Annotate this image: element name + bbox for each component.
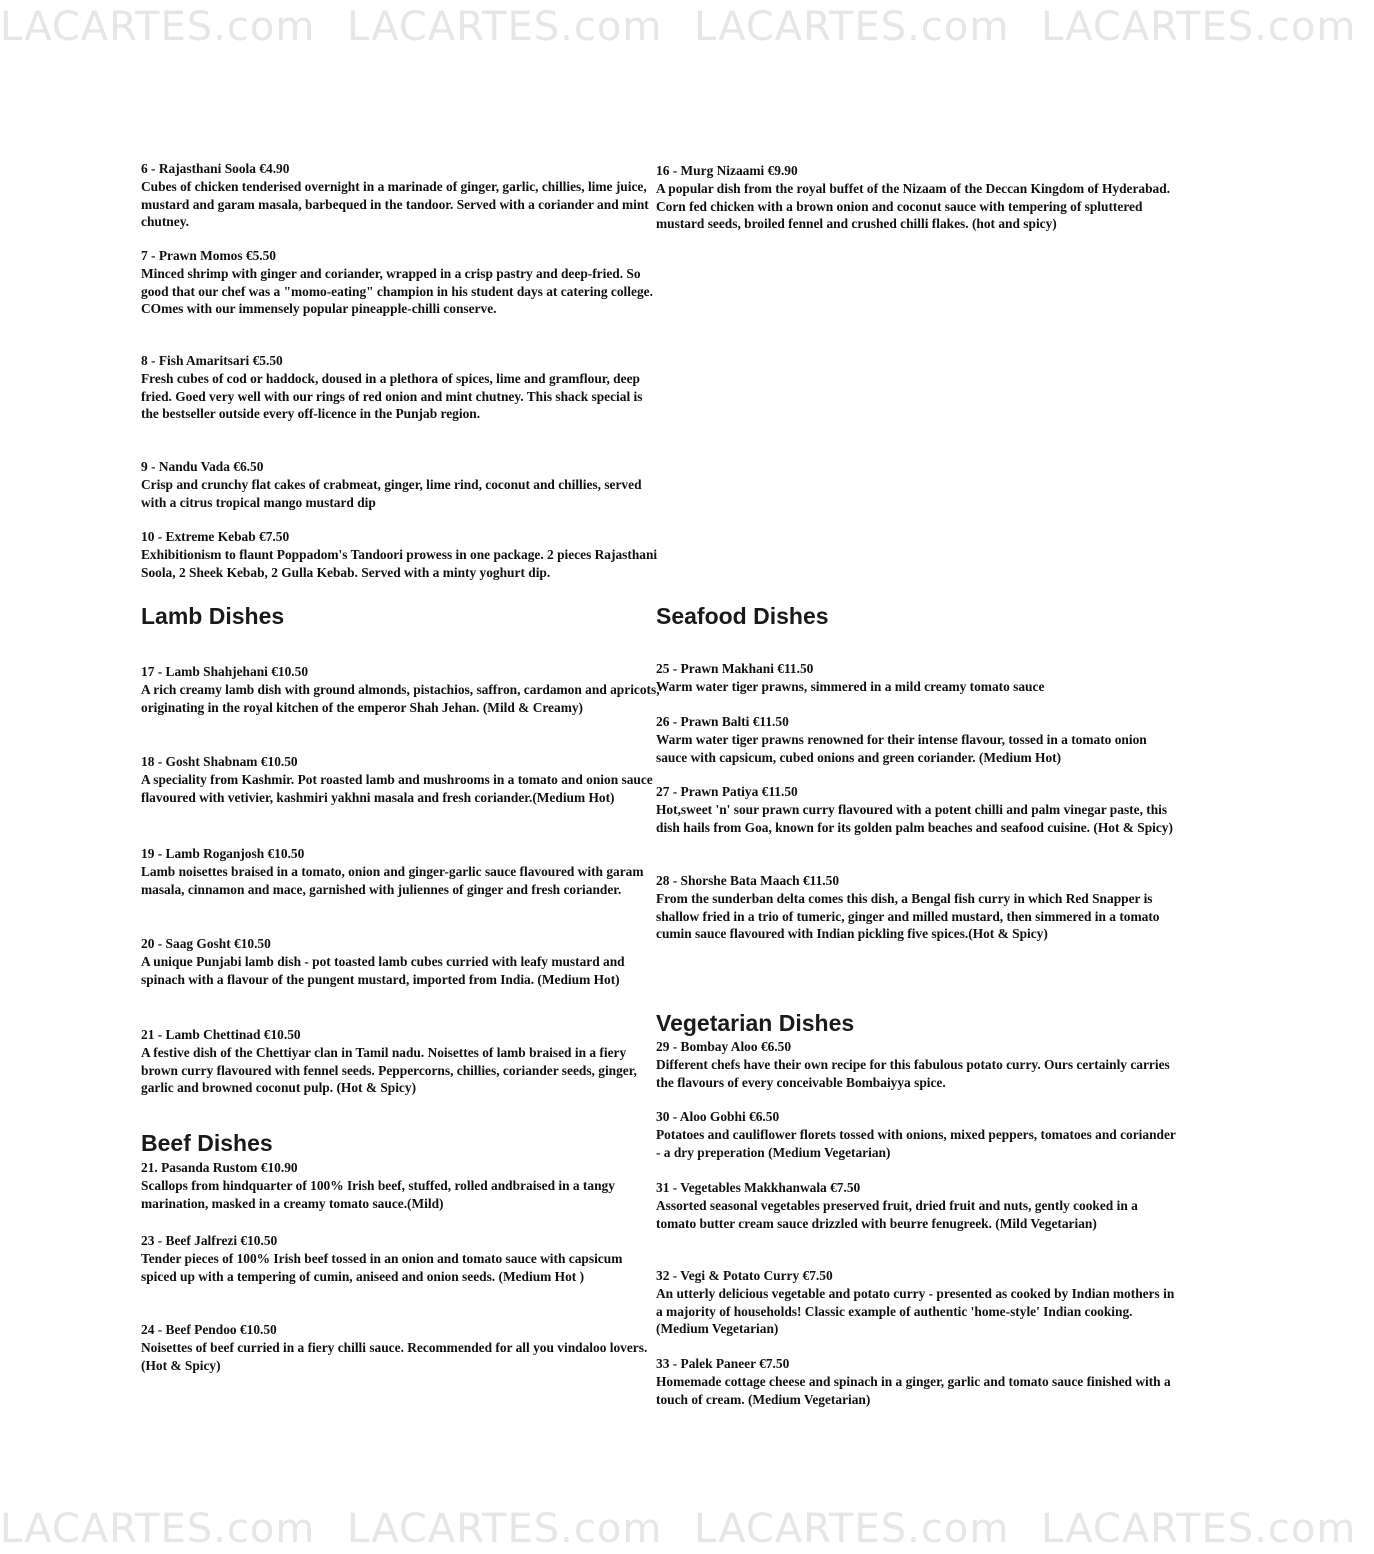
watermark-text: LACARTES.com bbox=[694, 4, 1010, 50]
item-title: 28 - Shorshe Bata Maach €11.50 bbox=[656, 873, 840, 888]
item-description: A festive dish of the Chettiyar clan in Tamil nadu. Noisettes of lamb braised in a fiery brown curry flavoured with fennel seeds. Peppercorns, chillies, coriander seeds, ginger, garlic and browned coconut pulp. (Hot & Spicy) bbox=[141, 1044, 637, 1096]
section-heading-beef: Beef Dishes bbox=[141, 1130, 273, 1156]
item-title: 25 - Prawn Makhani €11.50 bbox=[656, 661, 814, 676]
menu-item-beef-pendoo bbox=[141, 1321, 661, 1374]
item-description: Noisettes of beef curried in a fiery chilli sauce. Recommended for all you vindaloo lovers. (Hot & Spicy) bbox=[141, 1339, 648, 1373]
watermark-text: LACARTES.com bbox=[0, 4, 316, 50]
item-title: 21. Pasanda Rustom €10.90 bbox=[141, 1160, 298, 1175]
item-description: Cubes of chicken tenderised overnight in a marinade of ginger, garlic, chillies, lime juice, mustard and garam masala, barbequed in the tandoor. Served with a coriander and mint chutney. bbox=[141, 178, 649, 230]
watermark-text: LACARTES.com bbox=[694, 1506, 1010, 1552]
watermark-text: LACARTES.com bbox=[1041, 4, 1357, 50]
item-description: Warm water tiger prawns, simmered in a mild creamy tomato sauce bbox=[656, 678, 1045, 694]
item-description: Hot,sweet 'n' sour prawn curry flavoured with a potent chilli and palm vinegar paste, this dish hails from Goa, known for its golden palm beaches and seafood cuisine. (Hot & Spicy) bbox=[656, 801, 1173, 835]
item-title: 8 - Fish Amaritsari €5.50 bbox=[141, 353, 283, 368]
item-description: An utterly delicious vegetable and potato curry - presented as cooked by Indian mothers in a majority of households! Classic example of authentic 'home-style' Indian cooking. (Medium Vegetarian) bbox=[656, 1285, 1175, 1337]
section-heading-lamb: Lamb Dishes bbox=[141, 603, 285, 629]
item-description: Different chefs have their own recipe for this fabulous potato curry. Ours certainly carries the flavours of every conceivable Bombaiyya spice. bbox=[656, 1056, 1170, 1090]
item-title: 33 - Palek Paneer €7.50 bbox=[656, 1356, 790, 1371]
item-title: 16 - Murg Nizaami €9.90 bbox=[656, 163, 798, 178]
menu-item-saag-gosht bbox=[141, 935, 661, 988]
menu-item-aloo-gobhi bbox=[656, 1108, 1176, 1161]
item-description: A popular dish from the royal buffet of the Nizaam of the Deccan Kingdom of Hyderabad. Corn fed chicken with a brown onion and coconut sauce with tempering of spluttered mustard seeds, broiled fennel and crushed chilli flakes. (hot and spicy) bbox=[656, 180, 1171, 232]
menu-item-palek-paneer bbox=[656, 1355, 1176, 1408]
item-title: 7 - Prawn Momos €5.50 bbox=[141, 248, 277, 263]
menu-item-lamb-roganjosh bbox=[141, 845, 661, 898]
item-description: Homemade cottage cheese and spinach in a ginger, garlic and tomato sauce finished with a touch of cream. (Medium Vegetarian) bbox=[656, 1373, 1171, 1407]
item-title: 6 - Rajasthani Soola €4.90 bbox=[141, 161, 290, 176]
menu-item-prawn-makhani bbox=[656, 660, 1176, 696]
menu-item-shorshe-bata-maach bbox=[656, 872, 1176, 943]
item-title: 9 - Nandu Vada €6.50 bbox=[141, 459, 264, 474]
item-title: 17 - Lamb Shahjehani €10.50 bbox=[141, 664, 309, 679]
item-title: 10 - Extreme Kebab €7.50 bbox=[141, 529, 290, 544]
item-description: A unique Punjabi lamb dish - pot toasted lamb cubes curried with leafy mustard and spinach with a flavour of the pungent mustard, imported from India. (Medium Hot) bbox=[141, 953, 625, 987]
item-title: 21 - Lamb Chettinad €10.50 bbox=[141, 1027, 301, 1042]
item-description: A rich creamy lamb dish with ground almonds, pistachios, saffron, cardamon and apricots, originating in the royal kitchen of the emperor Shah Jehan. (Mild & Creamy) bbox=[141, 681, 660, 715]
item-title: 24 - Beef Pendoo €10.50 bbox=[141, 1322, 277, 1337]
menu-item-extreme-kebab bbox=[141, 528, 661, 581]
menu-item-nandu-vada bbox=[141, 458, 661, 511]
menu-item-beef-jalfrezi bbox=[141, 1232, 661, 1285]
watermark-text: LACARTES.com bbox=[0, 1506, 316, 1552]
item-description: Scallops from hindquarter of 100% Irish beef, stuffed, rolled andbraised in a tangy marination, masked in a creamy tomato sauce.(Mild) bbox=[141, 1177, 615, 1211]
menu-item-prawn-patiya bbox=[656, 783, 1176, 836]
menu-item-murg-nizaami bbox=[656, 162, 1176, 233]
item-description: Potatoes and cauliflower florets tossed with onions, mixed peppers, tomatoes and coriander - a dry preperation (Medium Vegetarian) bbox=[656, 1126, 1176, 1160]
item-description: Assorted seasonal vegetables preserved fruit, dried fruit and nuts, gently cooked in a tomato butter cream sauce drizzled with beurre fenugreek. (Mild Vegetarian) bbox=[656, 1197, 1138, 1231]
menu-item-pasanda-rustom bbox=[141, 1159, 661, 1212]
menu-item-fish-amaritsari bbox=[141, 352, 661, 423]
menu-item-vegi-potato-curry bbox=[656, 1267, 1176, 1338]
menu-item-bombay-aloo bbox=[656, 1038, 1176, 1091]
item-description: Minced shrimp with ginger and coriander, wrapped in a crisp pastry and deep-fried. So good that our chef was a "momo-eating" champion in his student days at catering college. COmes with our immensely popular pineapple-chilli conserve. bbox=[141, 265, 653, 317]
item-description: Tender pieces of 100% Irish beef tossed in an onion and tomato sauce with capsicum spiced up with a tempering of cumin, aniseed and onion seeds. (Medium Hot ) bbox=[141, 1250, 623, 1284]
item-description: A speciality from Kashmir. Pot roasted lamb and mushrooms in a tomato and onion sauce flavoured with vetivier, kashmiri yakhni masala and fresh coriander.(Medium Hot) bbox=[141, 771, 653, 805]
item-description: Lamb noisettes braised in a tomato, onion and ginger-garlic sauce flavoured with garam masala, cinnamon and mace, garnished with juliennes of ginger and fresh coriander. bbox=[141, 863, 644, 897]
item-title: 30 - Aloo Gobhi €6.50 bbox=[656, 1109, 780, 1124]
item-description: Fresh cubes of cod or haddock, doused in a plethora of spices, lime and gramflour, deep fried. Goed very well with our rings of red onion and mint chutney. This shack special is the bestseller outside every off-licence in the Punjab region. bbox=[141, 370, 643, 422]
item-title: 20 - Saag Gosht €10.50 bbox=[141, 936, 271, 951]
menu-item-vegetables-makkhanwala bbox=[656, 1179, 1176, 1232]
item-title: 26 - Prawn Balti €11.50 bbox=[656, 714, 789, 729]
watermark-bottom bbox=[0, 1504, 1357, 1554]
menu-item-lamb-shahjehani bbox=[141, 663, 661, 716]
section-heading-seafood: Seafood Dishes bbox=[656, 603, 829, 629]
watermark-text: LACARTES.com bbox=[347, 1506, 663, 1552]
item-title: 29 - Bombay Aloo €6.50 bbox=[656, 1039, 792, 1054]
watermark-text: LACARTES.com bbox=[347, 4, 663, 50]
item-description: Crisp and crunchy flat cakes of crabmeat, ginger, lime rind, coconut and chillies, served with a citrus tropical mango mustard dip bbox=[141, 476, 642, 510]
item-description: Warm water tiger prawns renowned for their intense flavour, tossed in a tomato onion sauce with capsicum, cubed onions and green coriander. (Medium Hot) bbox=[656, 731, 1147, 765]
menu-item-prawn-balti bbox=[656, 713, 1176, 766]
item-title: 23 - Beef Jalfrezi €10.50 bbox=[141, 1233, 278, 1248]
menu-item-prawn-momos bbox=[141, 247, 661, 318]
item-title: 27 - Prawn Patiya €11.50 bbox=[656, 784, 798, 799]
item-title: 18 - Gosht Shabnam €10.50 bbox=[141, 754, 298, 769]
item-description: From the sunderban delta comes this dish, a Bengal fish curry in which Red Snapper is shallow fried in a trio of tumeric, ginger and milled mustard, then simmered in a tomato cumin sauce flavoured with Indian pickling five spices.(Hot & Spicy) bbox=[656, 890, 1160, 942]
item-title: 19 - Lamb Roganjosh €10.50 bbox=[141, 846, 305, 861]
item-title: 31 - Vegetables Makkhanwala €7.50 bbox=[656, 1180, 861, 1195]
menu-item-gosht-shabnam bbox=[141, 753, 661, 806]
menu-item-lamb-chettinad bbox=[141, 1026, 661, 1097]
section-heading-vegetarian: Vegetarian Dishes bbox=[656, 1010, 855, 1036]
watermark-text: LACARTES.com bbox=[1041, 1506, 1357, 1552]
item-description: Exhibitionism to flaunt Poppadom's Tandoori prowess in one package. 2 pieces Rajasthani Soola, 2 Sheek Kebab, 2 Gulla Kebab. Served with a minty yoghurt dip. bbox=[141, 546, 658, 580]
watermark-top bbox=[0, 2, 1357, 52]
menu-item-rajasthani-soola bbox=[141, 160, 661, 231]
item-title: 32 - Vegi & Potato Curry €7.50 bbox=[656, 1268, 833, 1283]
